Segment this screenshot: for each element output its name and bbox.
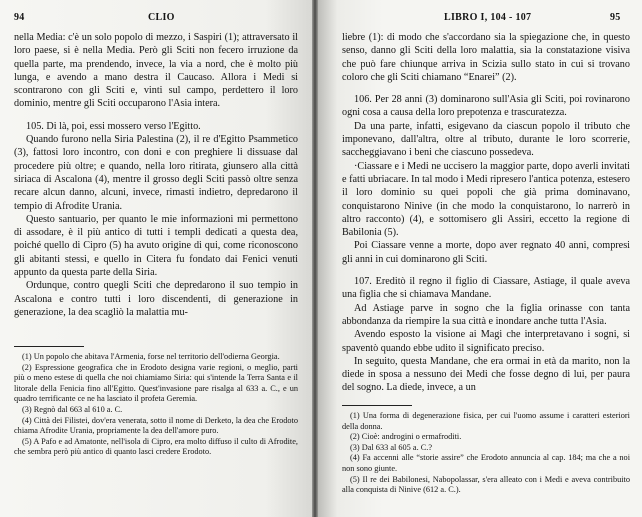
right-paragraph: 107. Ereditò il regno il figlio di Ciassare, Astiage, il quale aveva una figlia che si chiamava Mandane. [342, 276, 630, 301]
right-paragraph: Avendo esposto la visione ai Magi che interpretavano i sogni, si spaventò quando ebbe udito il significato preciso. [342, 329, 630, 354]
left-paragraph: Ordunque, contro quegli Sciti che depredarono il suo tempio in Ascalona e contro tutti i loro discendenti, di generazione in generazione, la dea scagliò la malattia mu- [14, 280, 298, 318]
right-footnote: (1) Una forma di degenerazione fisica, per cui l'uomo assume i caratteri esteriori della donna. [342, 411, 630, 431]
right-footnote: (2) Cioè: androgini o ermafroditi. [350, 432, 462, 442]
right-footnotes [342, 411, 630, 496]
left-paragraph: 105. Di là, poi, essi mossero verso l'Egitto. [26, 120, 201, 132]
right-paragraph: 106. Per 28 anni (3) dominarono sull'Asia gli Sciti, poi rovinarono ogni cosa a causa della loro prepotenza e trascuratezza. [342, 94, 630, 119]
right-paragraph: Da una parte, infatti, esigevano da ciascun popolo il tributo che imponevano, dall'altra, oltre al tributo, durante le loro scorrerie, saccheggiavano i beni che ciascuno possedeva. [342, 120, 630, 159]
left-page [0, 0, 312, 517]
left-body-text [14, 31, 298, 319]
left-footnote: (5) A Pafo e ad Amatonte, nell'isola di Cipro, era molto diffuso il culto di Afrodite, che sembra però più antico di quanto lasci credere Erodoto. [14, 436, 298, 457]
right-paragraph: Poi Ciassare venne a morte, dopo aver regnato 40 anni, compresi gli anni in cui dominarono gli Sciti. [342, 240, 630, 265]
right-body-text [342, 31, 630, 395]
left-footnotes [14, 352, 298, 458]
right-footnote: (5) Il re dei Babilonesi, Nabopolassar, s'era alleato con i Medi e aveva contribuito alla conquista di Ninive (612 a. C.). [342, 474, 630, 495]
right-paragraph: liebre (1): di modo che s'accordano sia la spiegazione che, in questo senso, danno gli Sciti della loro malattia, sia la constatazione visiva che può fare chiunque arriva in Scizia sullo stato in cui si trovano coloro che gli Sciti chiamano “Enarei” (2). [342, 32, 630, 83]
left-footnote: (3) Regnò dal 663 al 610 a. C. [22, 404, 123, 414]
right-paragraph: ·Ciassare e i Medi ne uccisero la maggior parte, dopo averli invitati e fatti ubriacare. In tal modo i Medi ripresero l'antica potenza, estesero il loro dominio su quei popoli che già prima dominavano, conquistarono Ninive (in che modo la conquistarono, lo narrerò in altro racconto) (4), e sottomisero gli Assiri, eccetto la regione di Babilonia (5). [342, 160, 630, 239]
left-paragraph: Quando furono nella Siria Palestina (2), il re d'Egitto Psammetico (3), fattosi loro incontro, con doni e con preghiere li dissuase dal procedere più oltre; e quando, nella loro ritirata, giunsero alla città siriaca di Ascalona (4), mentre il grosso degli Sciti passò oltre senza recare alcun danno, alcuni, invece, rimasti indietro, depredarono il tempio di Afrodite Urania. [14, 134, 298, 212]
footnote-rule-left [14, 346, 84, 347]
right-paragraph: In seguito, questa Mandane, che era ormai in età da marito, non la diede in sposa a nessuno dei Medi che fosse degno di lui, per paura del sogno. La diede, invece, a un [342, 355, 630, 394]
running-head-right: LIBRO I, 104 - 107 [444, 12, 532, 23]
right-footnote: (3) Dal 633 al 605 a. C.? [350, 442, 433, 452]
left-footnote: (4) Città dei Filistei, dov'era venerata, sotto il nome di Derketo, la dea che Erodoto chiama Afrodite Urania, propriamente la dea dell'amore puro. [14, 415, 298, 436]
footnote-rule-right [342, 405, 412, 406]
running-head-left: CLIO [148, 12, 175, 23]
right-paragraph: Ad Astiage parve in sogno che la figlia orinasse con tanta abbondanza da riempire la sua città e inondare anche tutta l'Asia. [342, 302, 630, 327]
left-footnote: (2) Espressione geografica che in Erodoto designa varie regioni, o meglio, parti più o meno estese di quella che noi chiamiamo Siria: qui s'intende la Terra Santa e il litorale della Fenicia fino all'Egitto. Quest'invasione pare risalga al 633 a. C., e un quadro terrificante ce ne ha lasciato il profeta Geremia. [14, 362, 298, 404]
left-paragraph: nella Media: c'è un solo popolo di mezzo, i Saspiri (1); attraversato il loro paese, si è nella Media. Però gli Sciti non fecero irruzione da quella parte, ma prendendo, invece, la via a nord, che è molto più lunga, e avendo a mano destra il Caucaso. Allora i Medi si scontrarono con gli Sciti e, vinti sul campo, perdettero il loro dominio, mentre gli Sciti occuparono l'Asia intera. [14, 32, 298, 110]
right-footnote: (4) Fa accenni alle “storie assire” che Erodoto annuncia al cap. 184; ma che a noi non sono giunte. [342, 453, 630, 473]
right-page [318, 0, 642, 517]
left-paragraph: Questo santuario, per quanto le mie informazioni mi permettono di assodare, è il più antico di tutti i templi dedicati a questa dea, poiché quello di Cipro (5) ha avuto origine di qui, come riconoscono gli abitanti stessi, e quello in Citera fu fondato dai Fenici venuti appunto da questa parte della Siria. [14, 213, 298, 279]
page-number-right: 95 [610, 12, 621, 23]
left-footnote: (1) Un popolo che abitava l'Armenia, forse nel territorio dell'odierna Georgia. [22, 352, 280, 361]
page-number-left: 94 [14, 12, 25, 23]
